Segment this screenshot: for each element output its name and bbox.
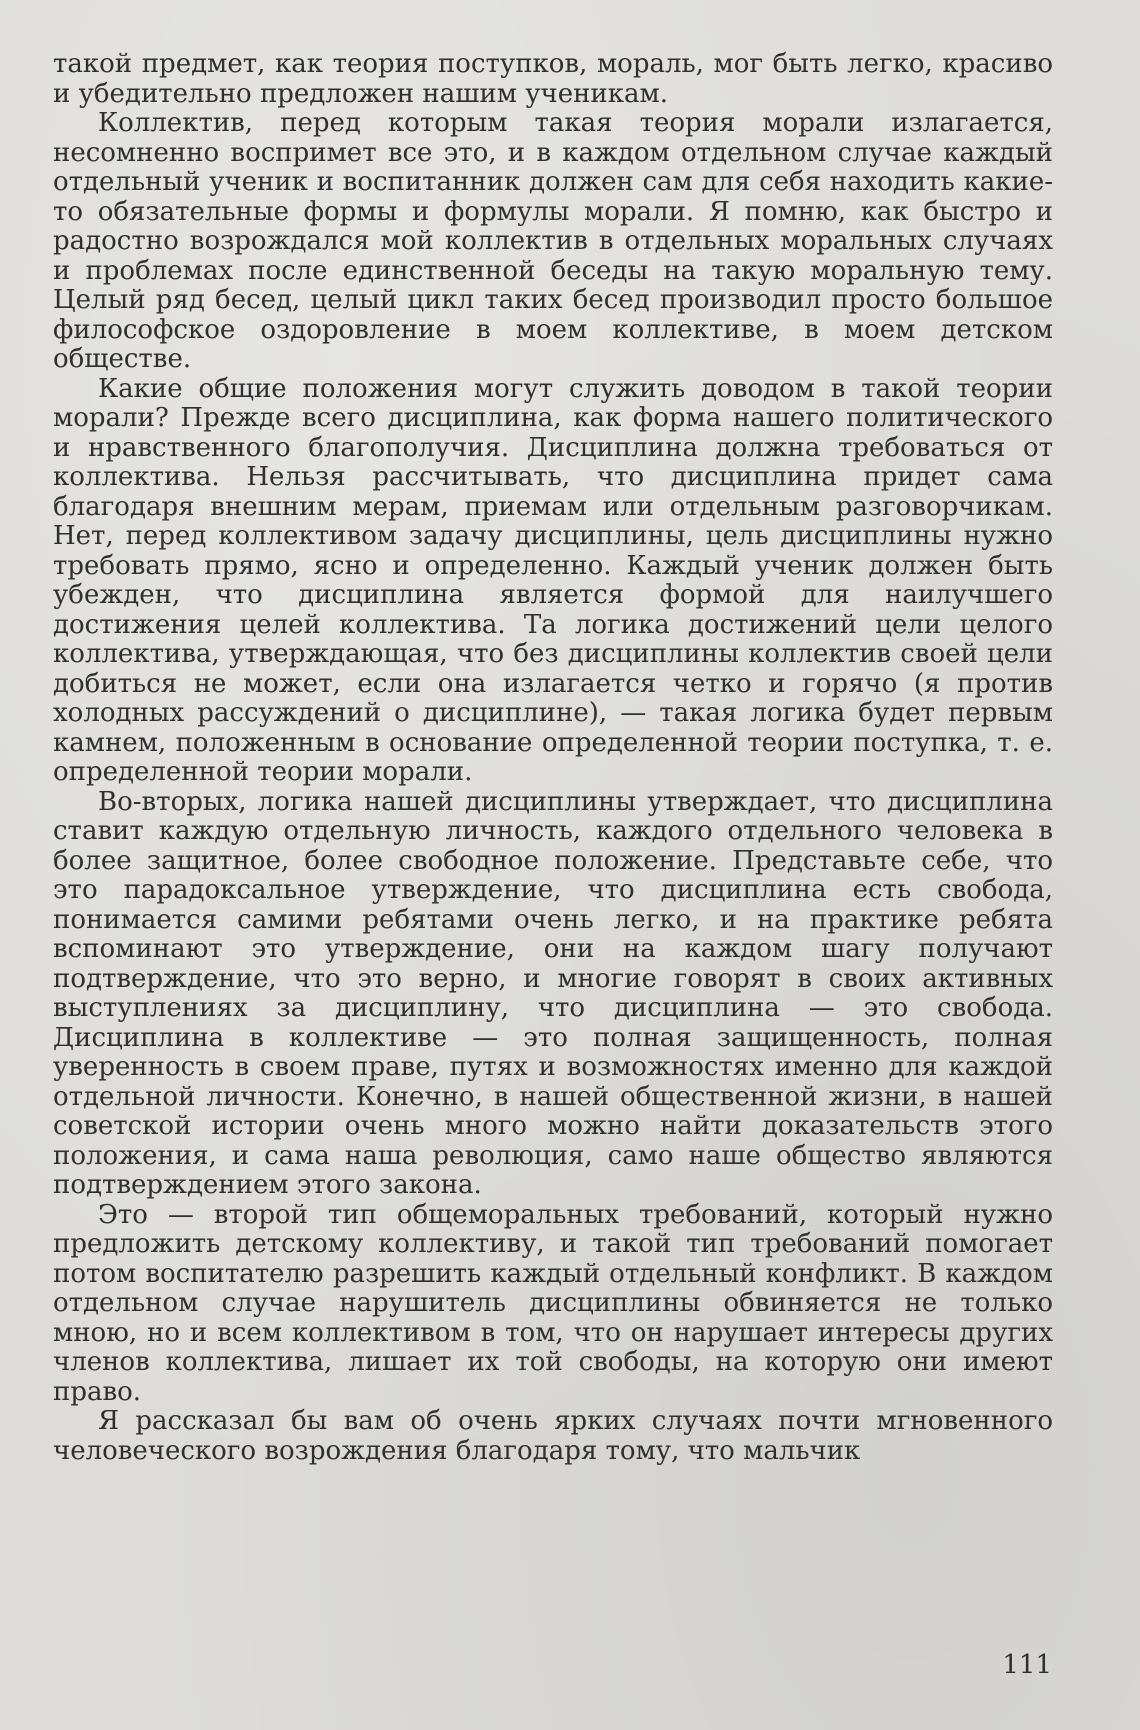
paragraph-1: такой предмет, как теория поступков, мораль, мог быть легко, красиво и убедительно предложен нашим ученикам. (53, 49, 1053, 109)
paragraph-5: Это — второй тип общеморальных требований, который нужно предложить детскому коллективу, и такой тип требований помогает потом воспитателю разрешить каждый отдельный конфликт. В каждом отдельном случае нарушитель дисциплины обвиняется не только мною, но и всем коллективом в том, что он нарушает интересы других членов коллектива, лишает их той свободы, на которую они имеют право. (53, 1199, 1053, 1407)
body-text (53, 50, 1053, 1466)
paragraph-3: Какие общие положения могут служить доводом в такой теории морали? Прежде всего дисциплина, как форма нашего политического и нравственного благополучия. Дисциплина должна требоваться от коллектива. Нельзя рассчитывать, что дисциплина придет сама благодаря внешним мерам, приемам или отдельным разговорчикам. Нет, перед коллективом задачу дисциплины, цель дисциплины нужно требовать прямо, ясно и определенно. Каждый ученик должен быть убежден, что дисциплина является формой для наилучшего достижения целей коллектива. Та логика достижений цели целого коллектива, утверждающая, что без дисциплины коллектив своей цели добиться не может, если она излагается четко и горячо (я против холодных рассуждений о дисциплине), — такая логика будет первым камнем, положенным в основание определенной теории поступка, т. е. определенной теории морали. (53, 373, 1053, 787)
paragraph-6: Я рассказал бы вам об очень ярких случаях почти мгновенного человеческого возрождения благодаря тому, что мальчик (53, 1406, 1053, 1466)
paragraph-4: Во-вторых, логика нашей дисциплины утверждает, что дисциплина ставит каждую отдельную личность, каждого отдельного человека в более защитное, более свободное положение. Представьте себе, что это парадоксальное утверждение, что дисциплина есть свобода, понимается самими ребятами очень легко, и на практике ребята вспоминают это утверждение, они на каждом шагу получают подтверждение, что это верно, и многие говорят в своих активных выступлениях за дисциплину, что дисциплина — это свобода. Дисциплина в коллективе — это полная защищенность, полная уверенность в своем праве, путях и возможностях именно для каждой отдельной личности. Конечно, в нашей общественной жизни, в нашей советской истории очень много можно найти доказательств этого положения, и сама наша революция, само наше общество являются подтверждением этого закона. (53, 786, 1053, 1200)
paragraph-2: Коллектив, перед которым такая теория морали излагается, несомненно воспримет все это, и в каждом отдельном случае каждый отдельный ученик и воспитанник должен сам для себя находить какие-то обязательные формы и формулы морали. Я помню, как быстро и радостно возрождался мой коллектив в отдельных моральных случаях и проблемах после единственной беседы на такую моральную тему. Целый ряд бесед, целый цикл таких бесед производил просто большое философское оздоровление в моем коллективе, в моем детском обществе. (53, 108, 1053, 374)
page-number: 111 (1002, 1650, 1052, 1680)
